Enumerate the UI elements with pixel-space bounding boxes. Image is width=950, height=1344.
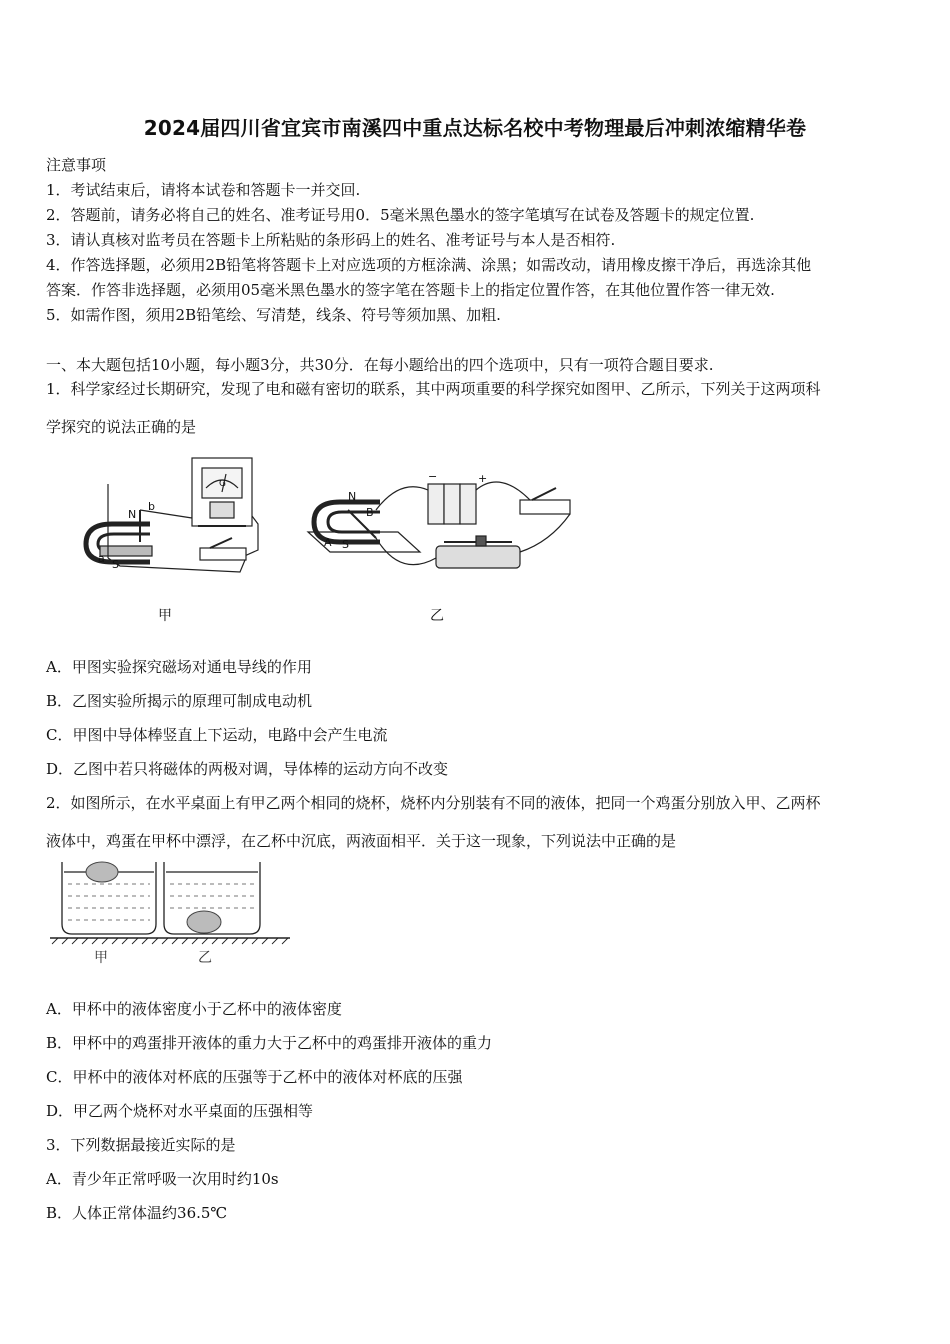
q2-option-d: D．甲乙两个烧杯对水平桌面的压强相等 [46, 1102, 314, 1120]
table-hatching [52, 938, 288, 944]
label-plus: + [478, 472, 488, 485]
label-A: A [324, 536, 332, 549]
page-title: 2024届四川省宜宾市南溪四中重点达标名校中考物理最后冲刺浓缩精华卷 [143, 116, 807, 140]
q2-option-c: C．甲杯中的液体对杯底的压强等于乙杯中的液体对杯底的压强 [46, 1068, 463, 1086]
liquid-lines [68, 884, 254, 920]
q1-option-a: A．甲图实验探究磁场对通电导线的作用 [46, 658, 312, 676]
caption-jia: 甲 [158, 608, 172, 624]
label-minus: − [428, 470, 438, 483]
galvanometer-label: G [219, 479, 226, 489]
q1-option-c: C．甲图中导体棒竖直上下运动，电路中会产生电流 [46, 726, 388, 744]
q2-figure [46, 858, 296, 970]
caption-jia: 甲 [94, 950, 108, 966]
knife-switch-left [200, 538, 246, 560]
notice-heading: 注意事项 [46, 156, 107, 174]
pole-N-right: N [348, 490, 357, 503]
q2-stem-cont: 液体中，鸡蛋在甲杯中漂浮，在乙杯中沉底，两液面相平．关于这一现象，下列说法中正确的是 [46, 832, 677, 850]
label-b: b [148, 500, 155, 513]
notice-item: 3．请认真核对监考员在答题卡上所粘贴的条形码上的姓名、准考证号与本人是否相符. [46, 231, 616, 249]
caption-yi: 乙 [198, 950, 212, 966]
notice-item: 1．考试结束后，请将本试卷和答题卡一并交回. [46, 181, 361, 199]
wire-rod-battery [376, 487, 428, 510]
wire-switch-rheostat [520, 514, 570, 552]
q1-figure [80, 450, 600, 630]
galvanometer [192, 458, 252, 526]
q3-stem: 3．下列数据最接近实际的是 [46, 1136, 236, 1154]
egg-floating [86, 862, 118, 882]
pole-N-left: N [128, 508, 137, 521]
label-a: a [98, 552, 105, 565]
q1-stem: 1．科学家经过长期研究，发现了电和磁有密切的联系，其中两项重要的科学探究如图甲、乙所示，下列关于这两项科 [46, 380, 821, 398]
q1-option-b: B．乙图实验所揭示的原理可制成电动机 [46, 692, 313, 710]
q2-stem: 2．如图所示，在水平桌面上有甲乙两个相同的烧杯，烧杯内分别装有不同的液体，把同一个鸡蛋分别放入甲、乙两杯 [46, 794, 821, 812]
q3-option-b: B．人体正常体温约36.5℃ [46, 1204, 228, 1222]
q2-option-b: B．甲杯中的鸡蛋排开液体的重力大于乙杯中的鸡蛋排开液体的重力 [46, 1034, 493, 1052]
pole-S-left: S [112, 558, 119, 571]
knife-switch-right [520, 488, 570, 514]
label-B: B [366, 506, 374, 519]
battery-pack [428, 484, 476, 524]
q1-option-d: D．乙图中若只将磁体的两极对调，导体棒的运动方向不改变 [46, 760, 449, 778]
notice-item: 答案．作答非选择题，必须用05毫米黑色墨水的签字笔在答题卡上的指定位置作答，在其他位置作答一律无效. [46, 281, 775, 299]
q2-option-a: A．甲杯中的液体密度小于乙杯中的液体密度 [46, 1000, 342, 1018]
caption-yi: 乙 [430, 608, 444, 624]
section-heading: 一、本大题包括10小题，每小题3分，共30分．在每小题给出的四个选项中，只有一项符合题目要求. [46, 356, 714, 374]
notice-item: 2．答题前，请务必将自己的姓名、准考证号用0．5毫米黑色墨水的签字笔填写在试卷及答题卡的规定位置. [46, 206, 755, 224]
q3-option-a: A．青少年正常呼吸一次用时约10s [46, 1170, 279, 1188]
wire-rheostat-rod [376, 538, 436, 565]
q1-stem-cont: 学探究的说法正确的是 [46, 418, 197, 436]
rheostat [436, 536, 520, 568]
pole-S-right: S [342, 538, 349, 551]
egg-sunk [187, 911, 221, 933]
notice-item: 4．作答选择题，必须用2B铅笔将答题卡上对应选项的方框涂满、涂黑；如需改动，请用橡皮擦干净后，再选涂其他 [46, 256, 812, 274]
horseshoe-magnet-left [86, 524, 152, 562]
notice-item: 5．如需作图，须用2B铅笔绘、写清楚，线条、符号等须加黑、加粗. [46, 306, 501, 324]
